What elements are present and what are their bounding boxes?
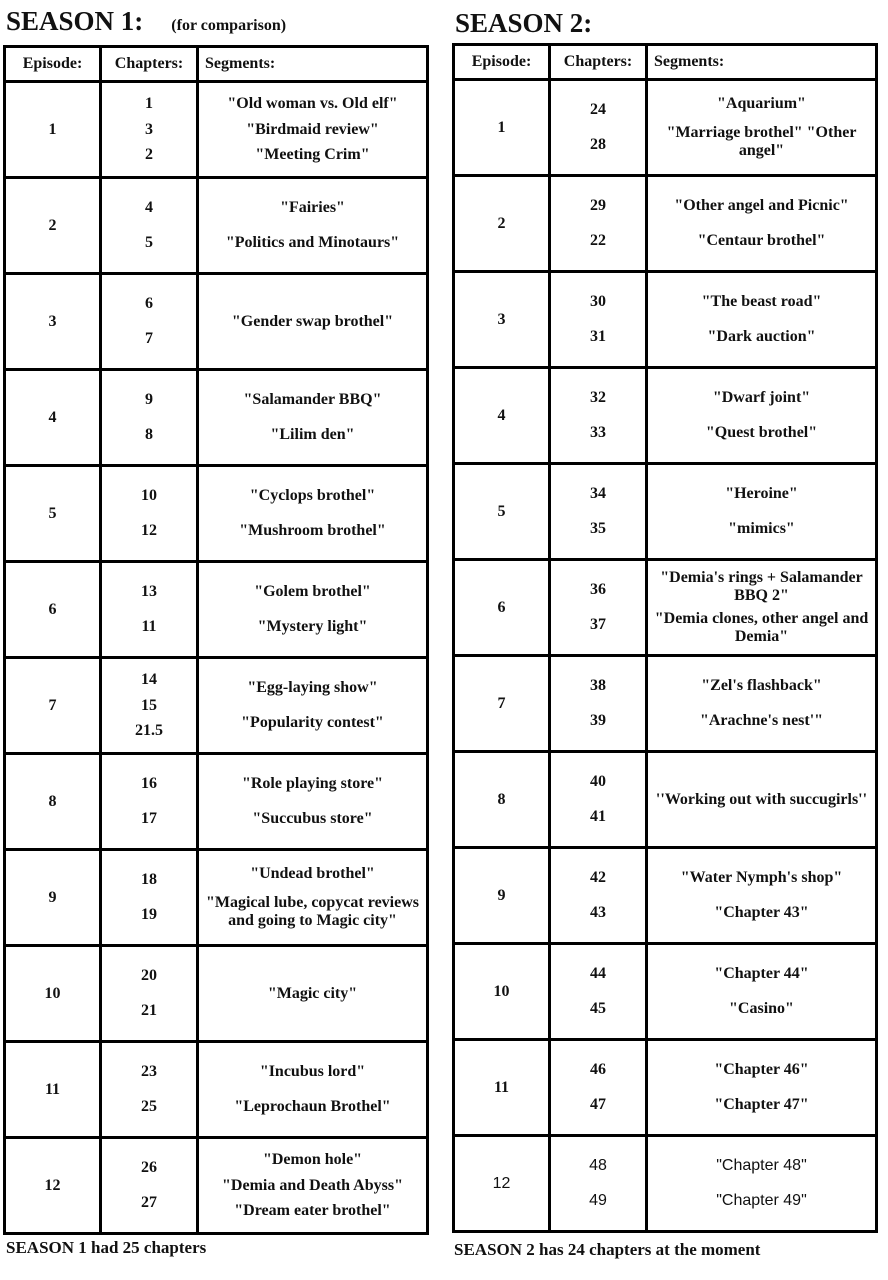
chapters-cell <box>551 657 648 750</box>
segment-title: "Water Nymph's shop" <box>680 869 843 887</box>
chapter-number: 7 <box>145 329 153 347</box>
chapter-number: 14 <box>141 670 157 688</box>
chapter-number: 47 <box>590 1095 606 1113</box>
chapters-cell <box>102 755 199 848</box>
segment-title: "Incubus lord" <box>259 1063 366 1081</box>
segments-cell <box>648 273 875 366</box>
chapter-number: 46 <box>590 1061 606 1079</box>
table-row <box>6 1040 426 1136</box>
segments-cell <box>199 1139 426 1232</box>
table-row <box>455 462 875 558</box>
segments-cell <box>648 1041 875 1134</box>
segment-title: "Demia clones, other angel and Demia" <box>654 609 869 645</box>
chapters-cell <box>551 753 648 846</box>
segments-cell <box>199 1043 426 1136</box>
segment-title: "Undead brothel" <box>250 865 375 883</box>
table-row <box>455 270 875 366</box>
table-row <box>6 848 426 944</box>
table-row <box>6 1136 426 1232</box>
segment-title: "Egg-laying show" <box>247 679 378 697</box>
segment-title: "Chapter 43" <box>714 903 809 921</box>
table-row <box>6 560 426 656</box>
chapter-number: 2 <box>145 146 153 164</box>
chapters-cell <box>102 179 199 272</box>
episode-cell: 12 <box>455 1137 551 1230</box>
segments-cell <box>199 755 426 848</box>
segment-title: "Old woman vs. Old elf" <box>227 94 398 112</box>
episode-cell: 3 <box>6 275 102 368</box>
episode-cell: 8 <box>455 753 551 846</box>
column-header: Chapters: <box>551 46 648 78</box>
segment-title: "Quest brothel" <box>705 423 818 441</box>
table-row <box>6 176 426 272</box>
chapter-number: 20 <box>141 967 157 985</box>
chapters-cell <box>102 563 199 656</box>
chapters-cell <box>551 369 648 462</box>
segments-cell <box>648 657 875 750</box>
chapter-number: 8 <box>145 425 153 443</box>
segment-title: "Demon hole" <box>262 1150 363 1168</box>
chapter-number: 3 <box>145 120 153 138</box>
chapters-cell <box>551 177 648 270</box>
segment-title: ''Working out with succugirls'' <box>655 790 868 808</box>
header-row <box>455 46 875 78</box>
segment-title: "Dream eater brothel" <box>234 1202 391 1220</box>
episode-cell: 7 <box>6 659 102 752</box>
segment-title: "Heroine" <box>725 485 798 503</box>
segment-title: "Dwarf joint" <box>712 389 811 407</box>
chapter-number: 1 <box>145 94 153 112</box>
chapter-number: 5 <box>145 233 153 251</box>
table-row <box>455 78 875 174</box>
episode-cell: 5 <box>455 465 551 558</box>
segment-title: "Golem brothel" <box>254 583 371 601</box>
segments-cell <box>648 369 875 462</box>
segments-cell <box>648 561 875 654</box>
episode-cell: 7 <box>455 657 551 750</box>
table-row <box>6 80 426 176</box>
chapters-cell <box>102 83 199 176</box>
chapter-number: 10 <box>141 487 157 505</box>
table-row <box>6 944 426 1040</box>
segments-cell <box>199 467 426 560</box>
chapters-cell <box>102 275 199 368</box>
chapters-cell <box>102 1043 199 1136</box>
chapter-number: 21 <box>141 1001 157 1019</box>
chapter-number: 6 <box>145 295 153 313</box>
segment-title: "Politics and Minotaurs" <box>225 233 400 251</box>
chapter-number: 45 <box>590 999 606 1017</box>
segment-title: "Birdmaid review" <box>246 120 379 138</box>
column-header: Episode: <box>455 46 551 78</box>
segment-title: "The beast road" <box>701 293 822 311</box>
segments-cell <box>199 179 426 272</box>
season1-table <box>3 45 429 1235</box>
season2-title <box>455 8 592 39</box>
episode-cell: 2 <box>6 179 102 272</box>
season1-subtitle: (for comparison) <box>171 17 287 34</box>
table-row <box>6 752 426 848</box>
season1-title <box>6 6 286 37</box>
chapters-cell <box>102 1139 199 1232</box>
segments-cell <box>648 1137 875 1230</box>
chapters-cell <box>102 659 199 752</box>
table-row <box>455 750 875 846</box>
segment-title: "Centaur brothel" <box>697 231 826 249</box>
episode-cell: 1 <box>6 83 102 176</box>
header-row <box>6 48 426 80</box>
episode-cell: 9 <box>455 849 551 942</box>
table-row <box>6 656 426 752</box>
chapter-number: 4 <box>145 199 153 217</box>
segment-title: "Other angel and Picnic" <box>674 197 849 215</box>
chapter-number: 27 <box>141 1193 157 1211</box>
segment-title: "mimics" <box>728 519 795 537</box>
season2-title-text: SEASON 2: <box>455 8 593 38</box>
chapter-number: 9 <box>145 391 153 409</box>
table-row <box>6 272 426 368</box>
episode-cell: 1 <box>455 81 551 174</box>
chapters-cell <box>551 945 648 1038</box>
chapters-cell <box>551 849 648 942</box>
chapter-number: 35 <box>590 519 606 537</box>
chapter-number: 42 <box>590 869 606 887</box>
segment-title: "Arachne's nest'" <box>699 711 824 729</box>
chapters-cell <box>102 371 199 464</box>
chapter-number: 36 <box>590 581 606 599</box>
chapters-cell <box>102 947 199 1040</box>
chapter-number: 32 <box>590 389 606 407</box>
chapter-number: 15 <box>141 696 157 714</box>
episode-cell: 4 <box>455 369 551 462</box>
episode-cell: 12 <box>6 1139 102 1232</box>
chapter-number: 37 <box>590 615 606 633</box>
episode-cell: 2 <box>455 177 551 270</box>
chapters-cell <box>551 561 648 654</box>
segment-title: "Magical lube, copycat reviews and going to Magic city" <box>206 893 419 929</box>
segment-title: "Succubus store" <box>252 809 373 827</box>
segment-title: "Chapter 46" <box>714 1061 809 1079</box>
table-row <box>455 1038 875 1134</box>
segments-cell <box>199 947 426 1040</box>
chapter-number: 13 <box>141 583 157 601</box>
segment-title: "Demia's rings + Salamander BBQ 2" <box>660 569 863 605</box>
segment-title: "Meeting Crim" <box>255 146 370 164</box>
segment-title: "Popularity contest" <box>241 713 384 731</box>
chapters-cell <box>551 1041 648 1134</box>
column-header: Segments: <box>654 53 725 70</box>
segments-cell <box>199 275 426 368</box>
chapter-number: 29 <box>590 197 606 215</box>
table-row <box>6 368 426 464</box>
segments-cell <box>648 465 875 558</box>
segment-title: "Cyclops brothel" <box>249 487 376 505</box>
segment-title: "Aquarium" <box>717 95 806 113</box>
episode-cell: 8 <box>6 755 102 848</box>
segment-title: "Dark auction" <box>707 327 816 345</box>
chapter-number: 30 <box>590 293 606 311</box>
chapters-cell <box>102 851 199 944</box>
chapter-number: 41 <box>590 807 606 825</box>
segment-title: "Casino" <box>729 999 794 1017</box>
chapter-number: 25 <box>141 1097 157 1115</box>
segment-title: "Chapter 44" <box>714 965 809 983</box>
table-row <box>455 846 875 942</box>
chapter-number: 44 <box>590 965 606 983</box>
column-header: Episode: <box>6 48 102 80</box>
segments-cell <box>648 945 875 1038</box>
segment-title: "Role playing store" <box>241 775 384 793</box>
chapter-number: 43 <box>590 903 606 921</box>
chapters-cell <box>551 81 648 174</box>
segment-title: "Chapter 48" <box>716 1157 807 1175</box>
chapter-number: 34 <box>590 485 606 503</box>
episode-cell: 6 <box>455 561 551 654</box>
episode-cell: 4 <box>6 371 102 464</box>
chapters-cell <box>551 465 648 558</box>
column-header: Segments: <box>205 55 276 72</box>
chapter-number: 48 <box>589 1157 607 1175</box>
segment-title: "Demia and Death Abyss" <box>222 1176 403 1194</box>
segment-title: "Fairies" <box>280 199 345 217</box>
chapter-number: 26 <box>141 1159 157 1177</box>
chapter-number: 21.5 <box>135 722 163 740</box>
episode-cell: 11 <box>6 1043 102 1136</box>
episode-cell: 5 <box>6 467 102 560</box>
season2-footer: SEASON 2 has 24 chapters at the moment <box>454 1240 761 1259</box>
episode-cell: 3 <box>455 273 551 366</box>
table-row <box>6 464 426 560</box>
segments-cell <box>648 177 875 270</box>
segment-title: "Salamander BBQ" <box>243 391 382 409</box>
segment-title: "Mushroom brothel" <box>239 521 386 539</box>
segment-title: "Gender swap brothel" <box>231 312 394 330</box>
chapters-cell <box>551 1137 648 1230</box>
chapter-number: 24 <box>590 101 606 119</box>
episode-cell: 10 <box>455 945 551 1038</box>
chapter-number: 19 <box>141 905 157 923</box>
segments-cell <box>199 371 426 464</box>
segments-cell <box>199 659 426 752</box>
episode-cell: 11 <box>455 1041 551 1134</box>
segments-cell <box>199 83 426 176</box>
table-row <box>455 174 875 270</box>
chapter-number: 23 <box>141 1063 157 1081</box>
segment-title: "Zel's flashback" <box>701 677 822 695</box>
table-row <box>455 366 875 462</box>
segments-cell <box>199 851 426 944</box>
segments-cell <box>648 753 875 846</box>
chapter-number: 39 <box>590 711 606 729</box>
segments-cell <box>199 563 426 656</box>
segment-title: "Chapter 47" <box>714 1095 809 1113</box>
segment-title: "Leprochaun Brothel" <box>234 1097 391 1115</box>
chapters-cell <box>102 467 199 560</box>
chapter-number: 16 <box>141 775 157 793</box>
chapter-number: 18 <box>141 871 157 889</box>
chapter-number: 12 <box>141 521 157 539</box>
chapter-number: 11 <box>141 617 157 635</box>
column-header: Chapters: <box>102 48 199 80</box>
episode-cell: 6 <box>6 563 102 656</box>
chapter-number: 33 <box>590 423 606 441</box>
chapter-number: 22 <box>590 231 606 249</box>
chapter-number: 28 <box>590 135 606 153</box>
chapters-cell <box>551 273 648 366</box>
segment-title: "Magic city" <box>267 984 358 1002</box>
table-row <box>455 942 875 1038</box>
segment-title: "Lilim den" <box>270 425 355 443</box>
season1-footer: SEASON 1 had 25 chapters <box>6 1238 207 1257</box>
chapter-number: 17 <box>141 809 157 827</box>
segment-title: "Marriage brothel" "Other angel" <box>666 123 857 159</box>
table-row <box>455 654 875 750</box>
season1-title-text: SEASON 1: <box>6 6 144 36</box>
segments-cell <box>648 849 875 942</box>
season2-table <box>452 43 878 1233</box>
segment-title: "Chapter 49" <box>716 1191 807 1209</box>
chapter-number: 40 <box>590 773 606 791</box>
segments-cell <box>648 81 875 174</box>
chapter-number: 38 <box>590 677 606 695</box>
chapter-number: 31 <box>590 327 606 345</box>
table-row <box>455 1134 875 1230</box>
chapter-number: 49 <box>589 1191 607 1209</box>
episode-cell: 10 <box>6 947 102 1040</box>
segment-title: "Mystery light" <box>257 617 368 635</box>
episode-cell: 9 <box>6 851 102 944</box>
table-row <box>455 558 875 654</box>
